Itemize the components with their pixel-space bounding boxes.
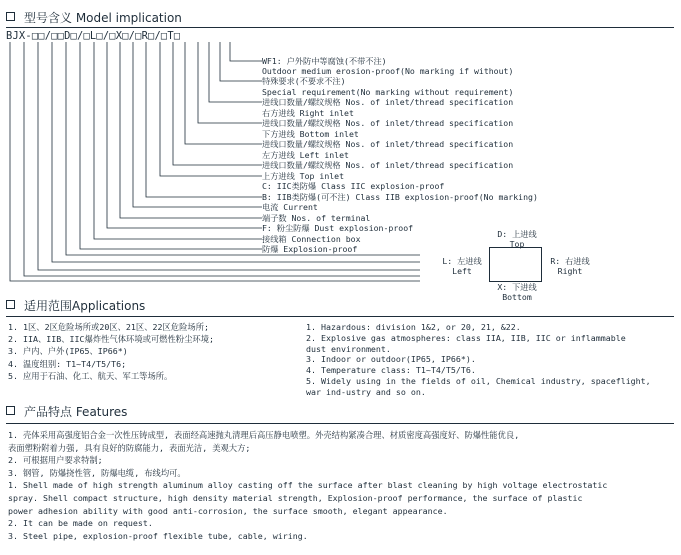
inlet-left-cn: L: 左进线 xyxy=(442,256,482,266)
model-label: 端子数 Nos. of terminal xyxy=(262,213,371,223)
model-label: 上方进线 Top inlet xyxy=(262,171,345,181)
model-label: WF1: 户外防中等腐蚀(不带不注) xyxy=(262,56,387,66)
application-cn-item: 2. IIA、IIB、IIC爆炸性气体环境或可燃性粉尘环境; xyxy=(8,334,214,345)
model-label: 下方进线 Bottom inlet xyxy=(262,129,359,139)
feature-line: 表面塑粉附着力强, 具有良好的防腐能力, 表面光洁, 美观大方; xyxy=(8,442,251,453)
application-cn-item: 3. 户内、户外(IP65、IP66*) xyxy=(8,346,128,357)
model-code: BJX-□□/□□D□/□L□/□X□/□R□/□T□ xyxy=(6,30,181,42)
inlet-right-cn: R: 右进线 xyxy=(550,256,590,266)
model-label: 电流 Current xyxy=(262,202,318,212)
bracket-line xyxy=(107,42,262,228)
section-divider xyxy=(6,316,674,317)
application-cn-item: 5. 应用于石油、化工、航天、军工等场所。 xyxy=(8,370,173,381)
bracket-line xyxy=(38,42,420,270)
bracket-line xyxy=(94,42,262,239)
application-en-item: war ind-ustry and so on. xyxy=(306,386,426,397)
bracket-line xyxy=(173,42,262,165)
model-label: C: IIC类防爆 Class IIC explosion-proof xyxy=(262,181,445,191)
section-title-features: 产品特点 Features xyxy=(24,405,128,419)
model-label: 防爆 Explosion-proof xyxy=(262,244,358,254)
bracket-line xyxy=(185,42,262,144)
bracket-line xyxy=(209,42,262,102)
inlet-box xyxy=(489,247,542,282)
application-cn-item: 1. 1区、2区危险场所或20区、21区、22区危险场所; xyxy=(8,322,209,332)
application-en-item: 4. Temperature class: T1~T4/T5/T6. xyxy=(306,365,476,376)
section-title-model: 型号含义 Model implication xyxy=(24,11,182,25)
model-label: Outdoor medium erosion-proof(No marking if without) xyxy=(262,66,514,76)
section-divider xyxy=(6,423,674,424)
application-en-item: 5. Widely using in the fields of oil, Chemical industry, spaceflight, xyxy=(306,376,651,386)
inlet-right-en: Right xyxy=(557,266,583,276)
inlet-left-label xyxy=(436,256,488,276)
application-en-item: 1. Hazardous: division 1&2, or 20, 21, &22. xyxy=(306,322,521,332)
application-en-item: dust environment. xyxy=(306,343,391,354)
feature-line: 1. Shell made of high strength aluminum alloy casting off the surface after blast cleaning by high voltage electrostatic xyxy=(8,480,608,491)
bracket-line xyxy=(120,42,262,218)
bracket-line xyxy=(133,42,262,207)
inlet-right-label xyxy=(543,256,597,276)
application-en-item: 2. Explosive gas atmospheres: class IIA, IIB, IIC or inflammable xyxy=(306,332,626,343)
feature-line: power adhesion ability with good anti-corrosion, the surface smooth, elegant appearance. xyxy=(8,505,448,516)
inlet-bottom-label xyxy=(490,282,544,302)
model-label: B: IIB类防爆(可不注) Class IIB explosion-proof(No marking) xyxy=(262,192,538,202)
inlet-bottom-en: Bottom xyxy=(502,292,532,302)
square-bullet-icon xyxy=(6,406,15,415)
inlet-top-label xyxy=(490,229,544,249)
model-label: 左方进线 Left inlet xyxy=(262,150,349,160)
bracket-line xyxy=(230,42,262,61)
application-en-item: 3. Indoor or outdoor(IP65, IP66*). xyxy=(306,354,476,365)
inlet-top-en: Top xyxy=(509,239,525,249)
model-label: 进线口数量/螺纹规格 Nos. of inlet/thread specification xyxy=(262,160,514,170)
model-label: 进线口数量/螺纹规格 Nos. of inlet/thread specification xyxy=(262,139,514,149)
inlet-bottom-cn: X: 下进线 xyxy=(497,282,537,292)
model-label: 接线箱 Connection box xyxy=(262,234,361,244)
feature-line: 3. 钢管, 防爆挠性管, 防爆电缆, 布线均可。 xyxy=(8,467,186,478)
feature-line: 2. It can be made on request. xyxy=(8,518,153,529)
feature-line: spray. Shell compact structure, high density material strength, Explosion-proof performance, the surface of plastic xyxy=(8,493,583,503)
bracket-line xyxy=(146,42,262,197)
model-label: 进线口数量/螺纹规格 Nos. of inlet/thread specification xyxy=(262,97,514,107)
feature-line: 3. Steel pipe, explosion-proof flexible tube, cable, wiring. xyxy=(8,530,308,541)
square-bullet-icon xyxy=(6,300,15,309)
bracket-line xyxy=(160,42,262,176)
inlet-left-en: Left xyxy=(452,266,472,276)
section-title-applications: 适用范围Applications xyxy=(24,299,146,313)
model-label: Special requirement(No marking without requirement) xyxy=(262,87,514,97)
application-cn-item: 4. 温度组别: T1~T4/T5/T6; xyxy=(8,358,127,369)
bracket-line xyxy=(220,42,262,81)
model-label: 进线口数量/螺纹规格 Nos. of inlet/thread specification xyxy=(262,118,514,128)
model-label: 特殊要求(不要求不注) xyxy=(262,76,346,86)
feature-line: 2. 可根据用户要求特制; xyxy=(8,455,103,466)
model-label: 右方进线 Right inlet xyxy=(262,108,354,118)
feature-line: 1. 壳体采用高强度铝合金一次性压铸成型, 表面经高速抛丸清理后高压静电喷塑。外壳结构紧凑合理、材质密度高强度好、防爆性能优良, xyxy=(8,430,520,440)
inlet-top-cn: D: 上进线 xyxy=(497,229,537,239)
model-label: F: 粉尘防爆 Dust explosion-proof xyxy=(262,223,414,233)
